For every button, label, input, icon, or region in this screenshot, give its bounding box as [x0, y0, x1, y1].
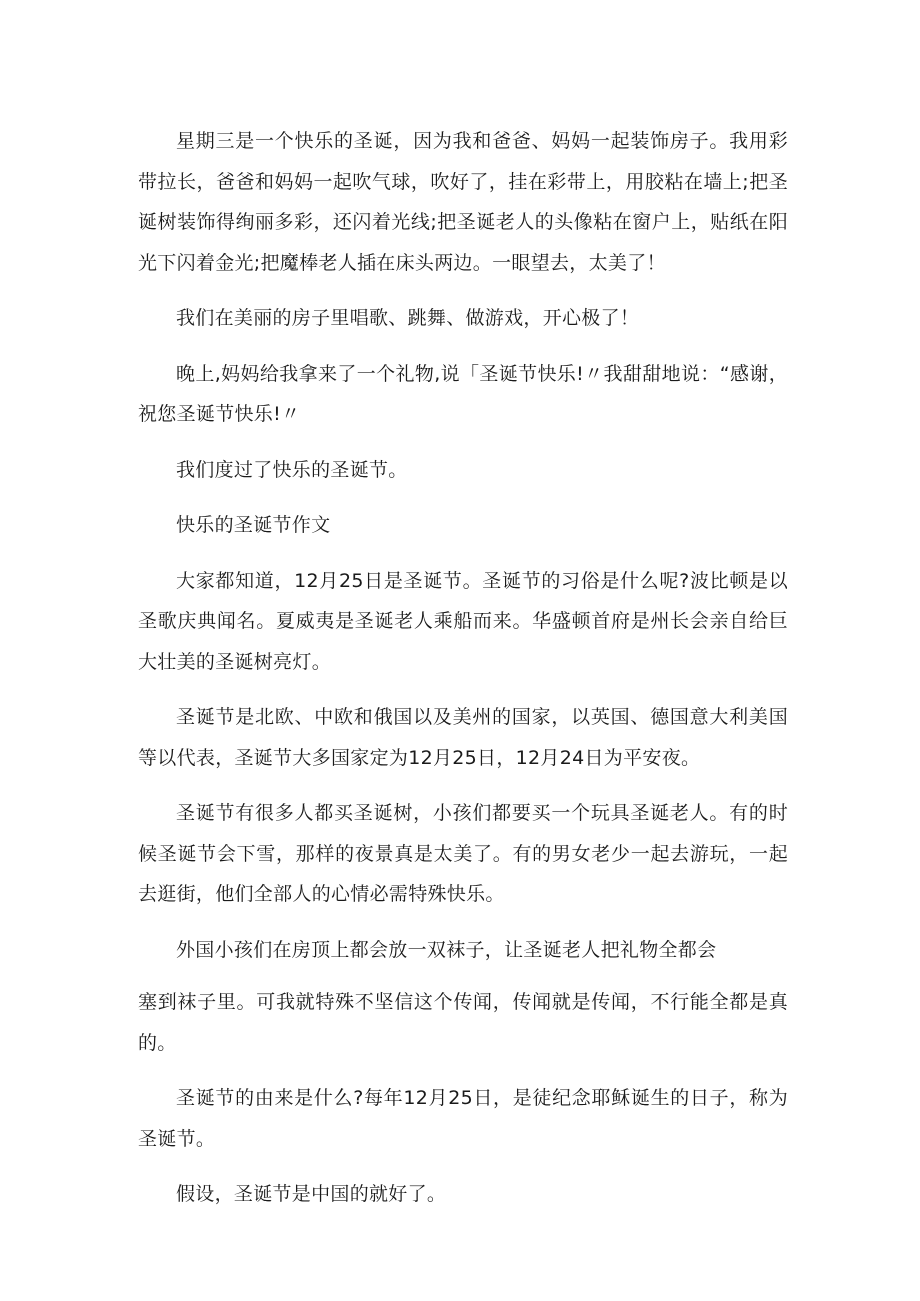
document-body: [138, 121, 788, 1230]
paragraph-christmas-countries: 圣诞节是北欧、中欧和俄国以及美州的国家，以英国、德国意大利美国等以代表，圣诞节大多国家定为12月25日，12月24日为平安夜。: [138, 706, 788, 769]
paragraph-singing-dancing: 我们在美丽的房子里唱歌、跳舞、做游戏，开心极了！: [176, 307, 640, 329]
paragraph-socks-line-1: 外国小孩们在房顶上都会放一双袜子，让圣诞老人把礼物全都会: [176, 938, 717, 961]
paragraph-decorating-house: 星期三是一个快乐的圣诞，因为我和爸爸、妈妈一起装饰房子。我用彩带拉长，爸爸和妈妈一起吹气球，吹好了，挂在彩带上，用胶粘在墙上;把圣诞树装饰得绚丽多彩，还闪着光线;把圣诞老人的头像粘在窗户上，贴纸在阳光下闪着金光;把魔棒老人插在床头两边。一眼望去，太美了！: [138, 130, 788, 274]
paragraph-happy-christmas: 我们度过了快乐的圣诞节。: [176, 458, 408, 481]
paragraph-christmas-tree-snow: 圣诞节有很多人都买圣诞树，小孩们都要买一个玩具圣诞老人。有的时候圣诞节会下雪，那样的夜景真是太美了。有的男女老少一起去游玩，一起去逛街，他们全部人的心情必需特殊快乐。: [138, 802, 788, 905]
paragraph-christmas-customs: 大家都知道，12月25日是圣诞节。圣诞节的习俗是什么呢?波比顿是以圣歌庆典闻名。夏威夷是圣诞老人乘船而来。华盛顿首府是州长会亲自给巨大壮美的圣诞树亮灯。: [138, 569, 788, 673]
paragraph-evening-gift: 晚上,妈妈给我拿来了一个礼物,说「圣诞节快乐!〃我甜甜地说：“感谢，祝您圣诞节快乐!〃: [138, 362, 788, 425]
paragraph-christmas-origin: 圣诞节的由来是什么?每年12月25日，是徒纪念耶稣诞生的日子，称为圣诞节。: [138, 1087, 788, 1150]
paragraph-china-wish: 假设，圣诞节是中国的就好了。: [176, 1183, 447, 1205]
section-title: 快乐的圣诞节作文: [176, 514, 331, 536]
paragraph-socks-line-2: 塞到袜子里。可我就特殊不坚信这个传闻，传闻就是传闻，不行能全都是真的。: [138, 991, 788, 1054]
